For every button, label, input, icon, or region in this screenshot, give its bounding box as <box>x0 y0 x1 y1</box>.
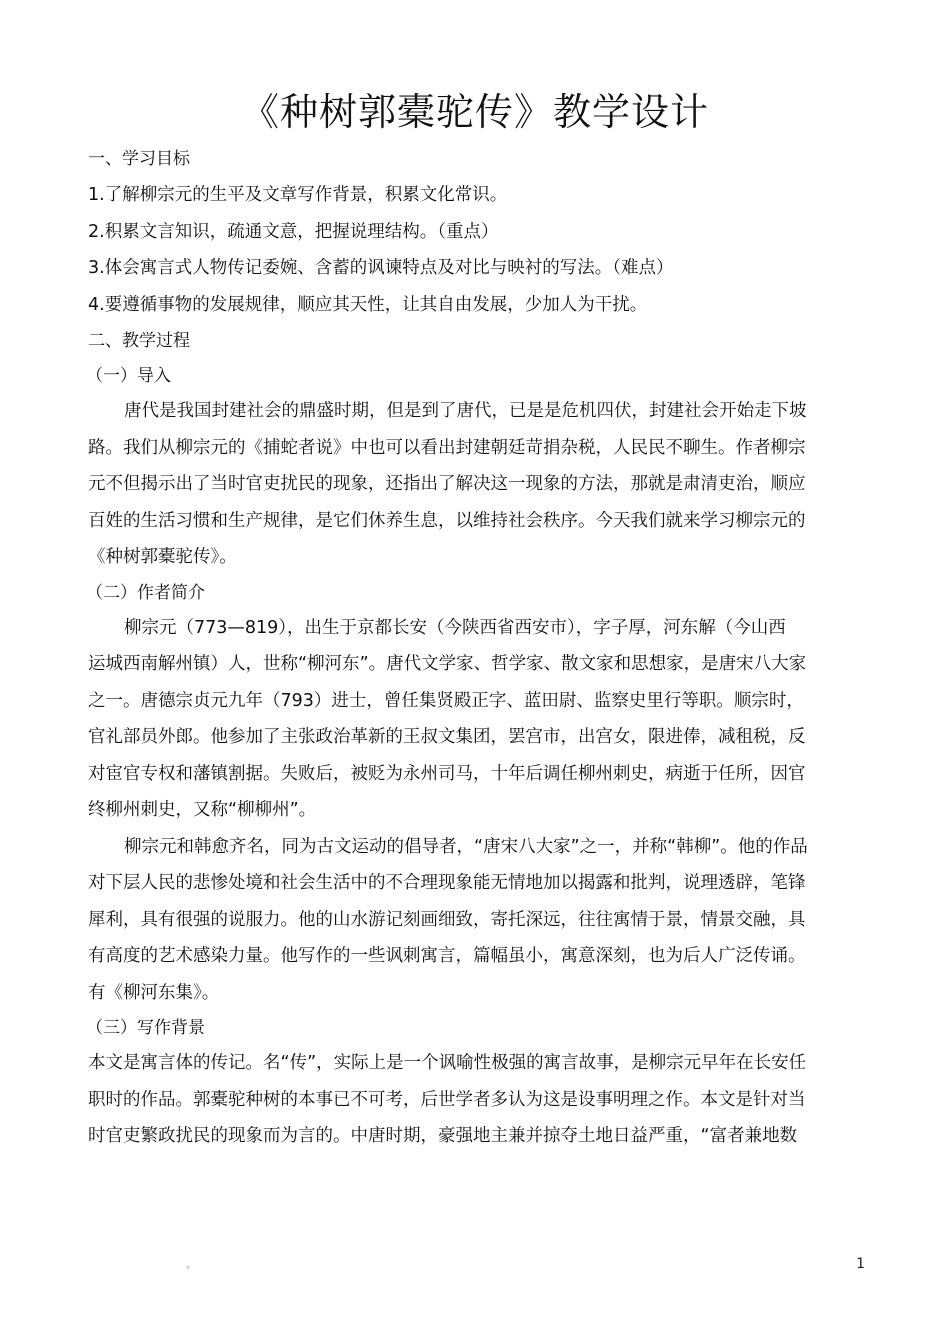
paragraph-line: 犀利，具有很强的说服力。他的山水游记刻画细致，寄托深远，往往寓情于景，情景交融，具 <box>88 909 806 930</box>
objective-item: 1.了解柳宗元的生平及文章写作背景，积累文化常识。 <box>88 185 508 205</box>
paragraph-line: 之一。唐德宗贞元九年（793）进士，曾任集贤殿正字、蓝田尉、监察史里行等职。顺宗时， <box>88 690 804 711</box>
objective-item: 3.体会寓言式人物传记委婉、含蓄的讽谏特点及对比与映衬的写法。（难点） <box>88 258 674 278</box>
paragraph-line: 柳宗元和韩愈齐名，同为古文运动的倡导者，“唐宋八大家”之一，并称“韩柳”。他的作品 <box>124 836 808 857</box>
subheading-background: （三）写作背景 <box>86 1018 205 1038</box>
paragraph-line: 对下层人民的悲惨处境和社会生活中的不合理现象能无情地加以揭露和批判，说理透辟，笔锋 <box>88 873 806 893</box>
author-paragraph-2 <box>88 829 870 1012</box>
subheading-author: （二）作者简介 <box>86 582 205 603</box>
page-number: 1 <box>856 1256 865 1272</box>
footer-mark: 。 <box>186 1260 196 1271</box>
paragraph-line: 终柳州刺史，又称“柳柳州”。 <box>88 800 317 820</box>
paragraph-line: 有《柳河东集》。 <box>88 982 220 1003</box>
paragraph-line: 路。我们从柳宗元的《捕蛇者说》中也可以看出封建朝廷苛捐杂税，人民民不聊生。作者柳宗 <box>88 437 806 458</box>
paragraph-line: 《种树郭橐驼传》。 <box>88 547 237 567</box>
objective-item: 4.要遵循事物的发展规律，顺应其天性，让其自由发展，少加人为干扰。 <box>88 294 648 315</box>
author-paragraph-1 <box>88 610 870 829</box>
subheading-intro: （一）导入 <box>86 366 171 386</box>
document-title: 《种树郭橐驼传》教学设计 <box>240 90 709 134</box>
paragraph-line: 对宦官专权和藩镇割据。失败后，被贬为永州司马，十年后调任柳州刺史，病逝于任所，因官 <box>88 763 806 784</box>
paragraph-line: 运城西南解州镇）人，世称“柳河东”。唐代文学家、哲学家、散文家和思想家，是唐宋八大家 <box>88 654 807 674</box>
paragraph-line: 职时的作品。郭橐驼种树的本事已不可考，后世学者多认为这是设事明理之作。本文是针对当 <box>88 1089 806 1110</box>
paragraph-line: 柳宗元（773—819），出生于京都长安（今陕西省西安市），字子厚，河东解（今山西 <box>124 617 786 638</box>
background-paragraph <box>88 1045 870 1155</box>
objective-item: 2.积累文言知识，疏通文意，把握说理结构。（重点） <box>88 221 499 242</box>
paragraph-line: 元不但揭示出了当时官吏扰民的现象，还指出了解决这一现象的方法，那就是肃清吏治，顺应 <box>88 474 806 494</box>
paragraph-line: 有高度的艺术感染力量。他写作的一些讽刺寓言，篇幅虽小，寓意深刻，也为后人广泛传诵。 <box>88 946 806 966</box>
paragraph-line: 官礼部员外郎。他参加了主张政治革新的王叔文集团，罢宫市，出宫女，限进俸，减租税，反 <box>88 727 806 747</box>
paragraph-line: 本文是寓言体的传记。名“传”，实际上是一个讽喻性极强的寓言故事，是柳宗元早年在长安任 <box>88 1053 807 1073</box>
section-heading-objectives: 一、学习目标 <box>88 149 190 169</box>
intro-paragraph <box>88 393 870 576</box>
paragraph-line: 百姓的生活习惯和生产规律，是它们休养生息，以维持社会秩序。今天我们就来学习柳宗元的 <box>88 510 806 531</box>
paragraph-line: 时官吏繁政扰民的现象而为言的。中唐时期，豪强地主兼并掠夺土地日益严重，“富者兼地数 <box>88 1126 798 1146</box>
paragraph-line: 唐代是我国封建社会的鼎盛时期，但是到了唐代，已是是危机四伏，封建社会开始走下坡 <box>124 401 807 421</box>
section-heading-process: 二、教学过程 <box>88 331 190 351</box>
document-body <box>88 141 870 1155</box>
